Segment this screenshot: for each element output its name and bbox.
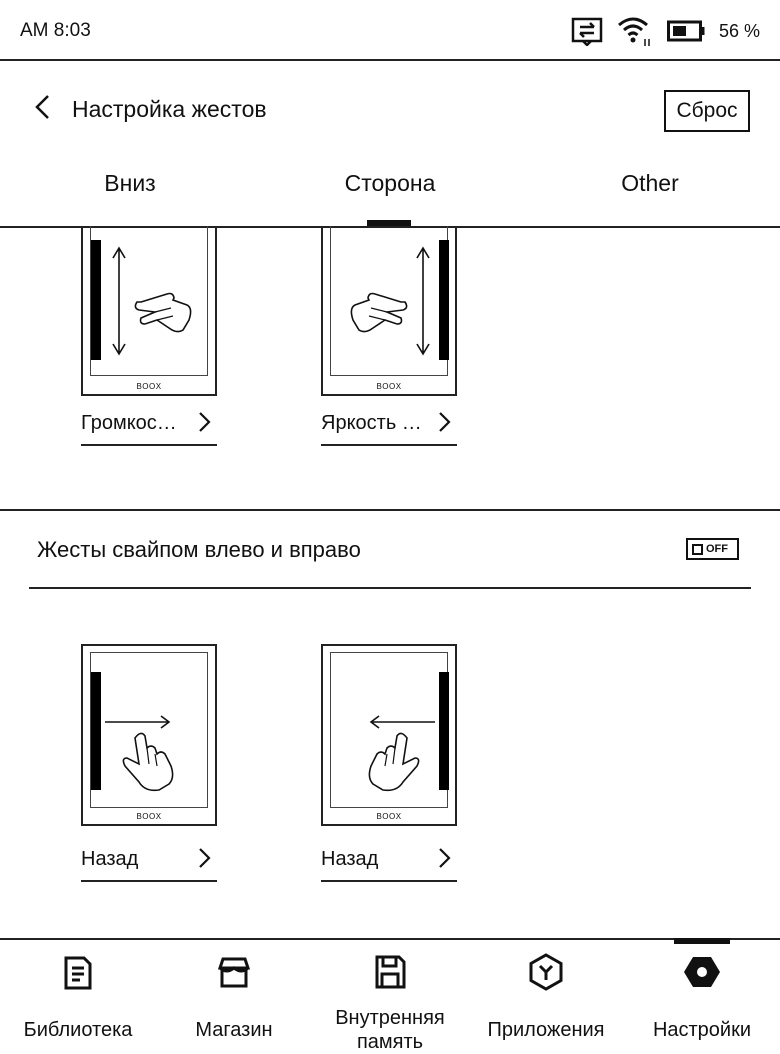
boox-logo: BOOX [136, 812, 162, 821]
nav-storage-label: Внутренняя память [335, 1007, 445, 1053]
chevron-right-icon [437, 410, 453, 434]
tab-other[interactable]: Other [621, 170, 679, 196]
status-icons [571, 14, 760, 48]
chevron-right-icon [197, 846, 213, 870]
battery-icon [667, 20, 705, 42]
nav-apps[interactable] [468, 940, 624, 1054]
boox-logo: BOOX [376, 812, 402, 821]
apps-icon [526, 952, 566, 992]
swipe-left-icon [323, 646, 459, 828]
page-title: Настройка жестов [72, 96, 267, 122]
tab-down[interactable]: Вниз [104, 170, 156, 196]
toggle-state-label: OFF [706, 543, 728, 555]
nav-library[interactable] [0, 940, 156, 1054]
status-bar [0, 0, 780, 61]
boox-logo: BOOX [136, 382, 162, 391]
bottom-nav [0, 938, 780, 1054]
section-underline [29, 587, 751, 589]
gesture-brightness-row[interactable] [321, 408, 457, 446]
status-time: AM 8:03 [20, 20, 91, 41]
nav-settings-label: Настройки [652, 1019, 752, 1041]
nav-library-label: Библиотека [23, 1019, 133, 1041]
reset-button[interactable]: Сброс [664, 90, 750, 132]
chevron-right-icon [197, 410, 213, 434]
gesture-volume-row[interactable] [81, 408, 217, 446]
nav-settings[interactable] [624, 940, 780, 1054]
gesture-brightness-label: Яркость … [321, 412, 422, 434]
nav-storage[interactable] [312, 940, 468, 1054]
section-divider [0, 509, 780, 511]
wifi-icon [617, 15, 653, 47]
toggle-box-icon [692, 544, 703, 555]
gesture-illustration [81, 228, 217, 396]
swipe-toggle[interactable] [686, 538, 739, 560]
transfer-icon [571, 16, 603, 46]
battery-percent: 56 % [718, 20, 760, 41]
header [0, 63, 780, 158]
nav-store[interactable] [156, 940, 312, 1054]
library-icon [58, 952, 98, 992]
gesture-swipe-left-label: Назад [321, 848, 379, 870]
swipe-right-icon [83, 646, 219, 828]
nav-store-label: Магазин [195, 1019, 273, 1041]
gesture-illustration [81, 644, 217, 826]
swipe-section-title: Жесты свайпом влево и вправо [37, 537, 361, 562]
boox-logo: BOOX [376, 382, 402, 391]
tab-bar [0, 158, 780, 228]
swipe-vertical-icon [83, 228, 219, 396]
back-icon[interactable] [30, 93, 58, 121]
store-icon [214, 952, 254, 992]
gesture-swipe-right-row[interactable] [81, 844, 217, 882]
gesture-swipe-left-row[interactable] [321, 844, 457, 882]
gesture-illustration [321, 228, 457, 396]
chevron-right-icon [437, 846, 453, 870]
nav-apps-label: Приложения [487, 1019, 605, 1041]
gesture-swipe-right-label: Назад [81, 848, 139, 870]
storage-icon [370, 952, 410, 992]
gesture-volume-label: Громкос… [81, 412, 177, 434]
settings-icon [682, 952, 722, 992]
swipe-vertical-icon [323, 228, 459, 396]
tab-side[interactable]: Сторона [344, 170, 436, 196]
gesture-illustration [321, 644, 457, 826]
